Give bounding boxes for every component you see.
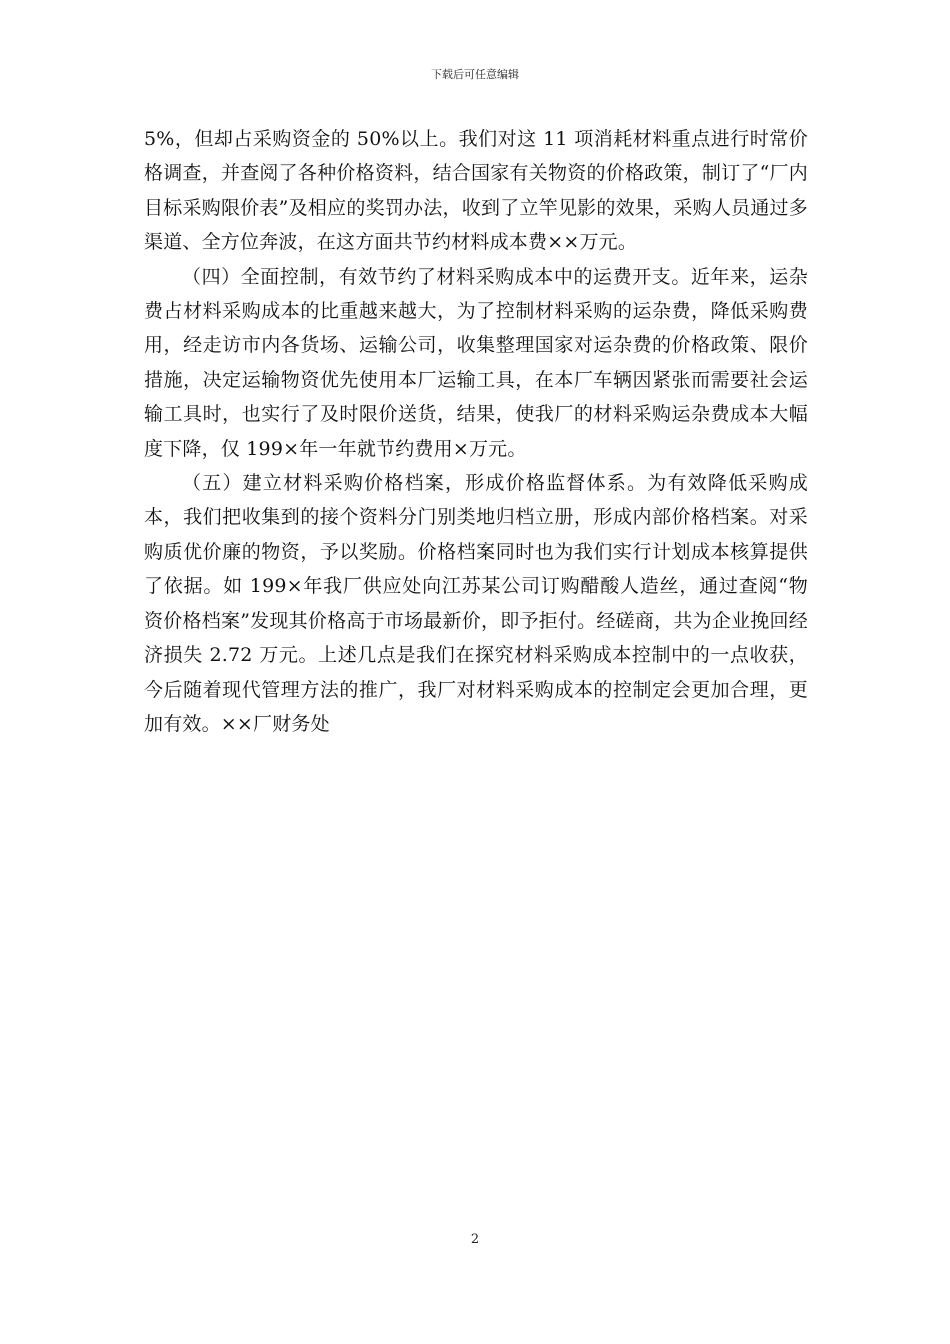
paragraph-continued: 5%，但却占采购资金的 50%以上。我们对这 11 项消耗材料重点进行时常价格调查，并查阅了各种价格资料，结合国家有关物资的价格政策，制订了“厂内目标采购限价表”及相应的奖罚办法，收到了立竿见影的效果，采购人员通过多渠道、全方位奔波，在这方面共节约材料成本费××万元。: [144, 128, 808, 254]
page-number: 2: [470, 1232, 480, 1247]
document-body: [144, 122, 808, 741]
paragraph-section-4: （四）全面控制，有效节约了材料采购成本中的运费开支。近年来，运杂费占材料采购成本的比重越来越大，为了控制材料采购的运杂费，降低采购费用，经走访市内各货场、运输公司，收集整理国家对运杂费的价格政策、限价措施，决定运输物资优先使用本厂运输工具，在本厂车辆因紧张而需要社会运输工具时，也实行了及时限价送货，结果，使我厂的材料采购运杂费成本大幅度下降，仅 199×年一年就节约费用×万元。: [144, 265, 808, 460]
paragraph-section-5: （五）建立材料采购价格档案，形成价格监督体系。为有效降低采购成本，我们把收集到的接个资料分门别类地归档立册，形成内部价格档案。对采购质优价廉的物资，予以奖励。价格档案同时也为我们实行计划成本核算提供了依据。如 199×年我厂供应处向江苏某公司订购醋酸人造丝，通过查阅“物资价格档案”发现其价格高于市场最新价，即予拒付。经磋商，共为企业挽回经济损失 2.72 万元。上述几点是我们在探究材料采购成本控制中的一点收获，今后随着现代管理方法的推广，我厂对材料采购成本的控制定会更加合理，更加有效。××厂财务处: [144, 472, 808, 735]
page-header-note: 下载后可任意编辑: [431, 68, 519, 81]
